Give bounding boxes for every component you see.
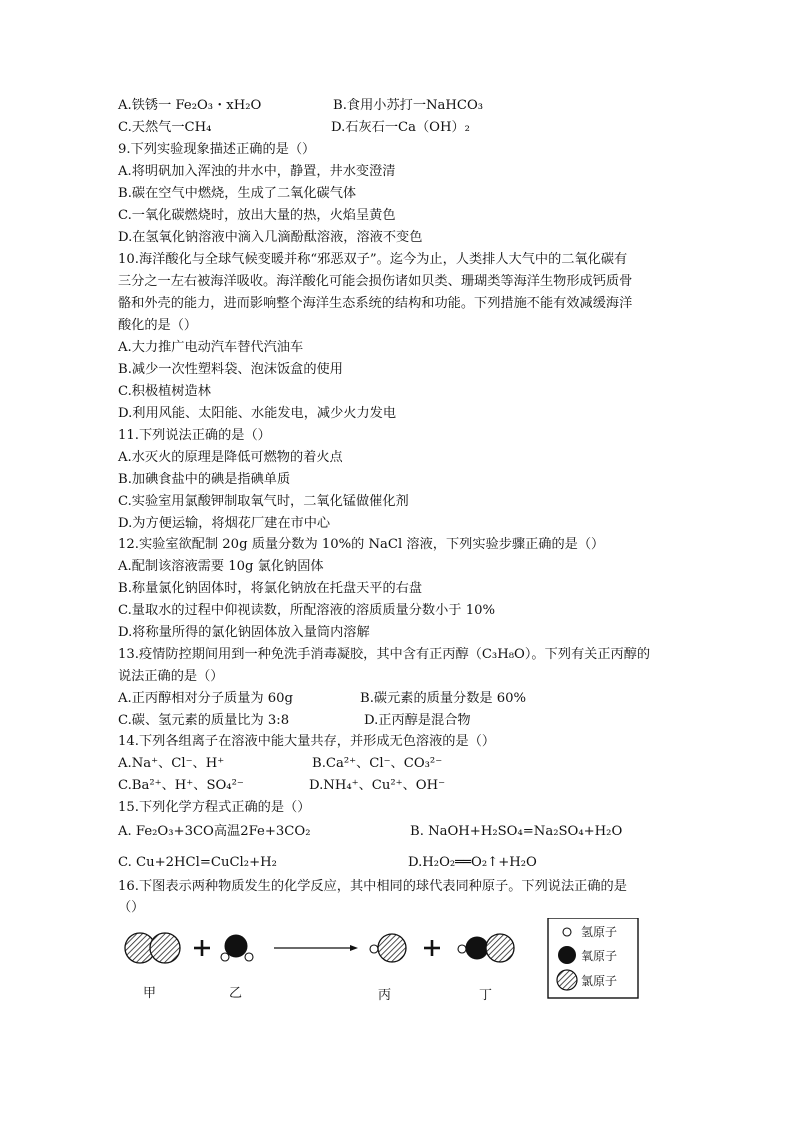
q8-option-b: B.食用小苏打一NaHCO₃ (333, 98, 484, 113)
q14-option-a: A.Na⁺、Cl⁻、H⁺ (118, 756, 225, 771)
hydrogen-atom (458, 945, 466, 953)
q13-option-d: D.正丙醇是混合物 (364, 713, 471, 728)
legend-hydrogen-icon (563, 928, 571, 936)
q9-option-d: D.在氢氧化钠溶液中滴入几滴酚酞溶液，溶液不变色 (118, 230, 423, 245)
q12-option-d: D.将称量所得的氯化钠固体放入量筒内溶解 (118, 625, 370, 640)
q10-option-a: A.大力推广电动汽车替代汽油车 (118, 340, 304, 355)
reactant-jia-molecule (125, 933, 180, 963)
q16-stem-line-2: （） (118, 900, 145, 915)
q13-option-a: A.正丙醇相对分子质量为 60g (118, 691, 294, 706)
q15-stem: 15.下列化学方程式正确的是（） (118, 800, 311, 815)
product-bing-molecule (370, 934, 406, 962)
q12-option-c: C.量取水的过程中仰视读数，所配溶液的溶质质量分数小于 10% (118, 603, 496, 618)
q8-option-c: C.天然气一CH₄ (118, 120, 212, 135)
plus-sign (194, 940, 210, 956)
q8-option-d: D.石灰石一Ca（OH）₂ (331, 120, 470, 135)
q10-stem-line-2: 三分之一左右被海洋吸收。海洋酸化可能会损伤诸如贝类、珊瑚类等海洋生物形成钙质骨 (118, 274, 633, 289)
q13-option-c: C.碳、氢元素的质量比为 3:8 (118, 713, 290, 728)
q13-option-b: B.碳元素的质量分数是 60% (360, 691, 527, 706)
q11-option-c: C.实验室用氯酸钾制取氧气时，二氧化锰做催化剂 (118, 494, 409, 509)
q11-option-d: D.为方便运输，将烟花厂建在市中心 (118, 516, 331, 531)
q10-stem-line-1: 10.海洋酸化与全球气候变暖并称“邪恶双子”。迄今为止，人类排人大气中的二氧化碳有 (118, 252, 628, 267)
q14-option-d: D.NH₄⁺、Cu²⁺、OH⁻ (309, 778, 446, 793)
q11-option-b: B.加碘食盐中的碘是指碘单质 (118, 472, 291, 487)
chlorine-atom (486, 934, 514, 962)
oxygen-atom (466, 937, 488, 959)
q10-stem-line-4: 酸化的是（） (118, 318, 198, 333)
oxygen-atom (225, 935, 247, 957)
q10-option-d: D.利用风能、太阳能、水能发电，减少火力发电 (118, 406, 397, 421)
reactant-yi-molecule (221, 935, 253, 961)
q9-option-a: A.将明矾加入浑浊的井水中，静置，井水变澄清 (118, 164, 396, 179)
q16-stem-line-1: 16.下图表示两种物质发生的化学反应，其中相同的球代表同种原子。下列说法正确的是 (118, 879, 627, 894)
q9-option-c: C.一氧化碳燃烧时，放出大量的热，火焰呈黄色 (118, 208, 396, 223)
hydrogen-atom (221, 953, 229, 961)
q10-option-c: C.积极植树造林 (118, 384, 211, 399)
legend-oxygen-label: 氧原子 (581, 949, 618, 963)
reaction-arrow (274, 945, 358, 951)
hydrogen-atom (370, 945, 378, 953)
q11-stem: 11.下列说法正确的是（） (118, 428, 271, 443)
label-ding: 丁 (479, 988, 493, 1003)
q12-option-a: A.配制该溶液需要 10g 氯化钠固体 (118, 559, 324, 574)
product-ding-molecule (458, 934, 514, 962)
legend-chlorine-label: 氯原子 (581, 974, 618, 988)
q15-option-c: C. Cu+2HCl=CuCl₂+H₂ (118, 855, 277, 870)
q13-stem-line-2: 说法正确的是（） (118, 669, 224, 684)
legend-hydrogen-label: 氢原子 (581, 925, 618, 939)
q15-option-b: B. NaOH+H₂SO₄=Na₂SO₄+H₂O (410, 824, 623, 839)
chlorine-atom (378, 934, 406, 962)
q9-stem: 9.下列实验现象描述正确的是（） (118, 142, 316, 157)
hydrogen-atom (245, 953, 253, 961)
q10-option-b: B.减少一次性塑料袋、泡沫饭盒的使用 (118, 362, 343, 377)
q10-stem-line-3: 骼和外壳的能力，进而影响整个海洋生态系统的结构和功能。下列措施不能有效减缓海洋 (118, 296, 633, 311)
q12-option-b: B.称量氯化钠固体时，将氯化钠放在托盘天平的右盘 (118, 581, 423, 596)
label-yi: 乙 (229, 986, 243, 1001)
q8-option-a: A.铁锈一 Fe₂O₃・xH₂O (118, 98, 262, 113)
legend-chlorine-icon (557, 970, 577, 990)
q9-option-b: B.碳在空气中燃烧，生成了二氧化碳气体 (118, 186, 357, 201)
q14-stem: 14.下列各组离子在溶液中能大量共存，并形成无色溶液的是（） (118, 734, 496, 749)
q14-option-c: C.Ba²⁺、H⁺、SO₄²⁻ (118, 778, 244, 793)
legend-oxygen-icon (558, 946, 576, 964)
reaction-diagram (118, 918, 658, 1004)
chlorine-atom (150, 933, 180, 963)
q15-option-a: A. Fe₂O₃+3CO高温2Fe+3CO₂ (118, 824, 311, 839)
q14-option-b: B.Ca²⁺、Cl⁻、CO₃²⁻ (312, 756, 443, 771)
label-jia: 甲 (143, 986, 157, 1001)
q11-option-a: A.水灭火的原理是降低可燃物的着火点 (118, 450, 343, 465)
q13-stem-line-1: 13.疫情防控期间用到一种免洗手消毒凝胶，其中含有正丙醇（C₃H₈O）。下列有关正丙醇的 (118, 647, 651, 662)
plus-sign (424, 940, 440, 956)
q12-stem: 12.实验室欲配制 20g 质量分数为 10%的 NaCl 溶液，下列实验步骤正确的是（） (118, 537, 605, 552)
label-bing: 丙 (378, 988, 392, 1003)
q15-option-d: D.H₂O₂══O₂↑+H₂O (408, 855, 537, 870)
